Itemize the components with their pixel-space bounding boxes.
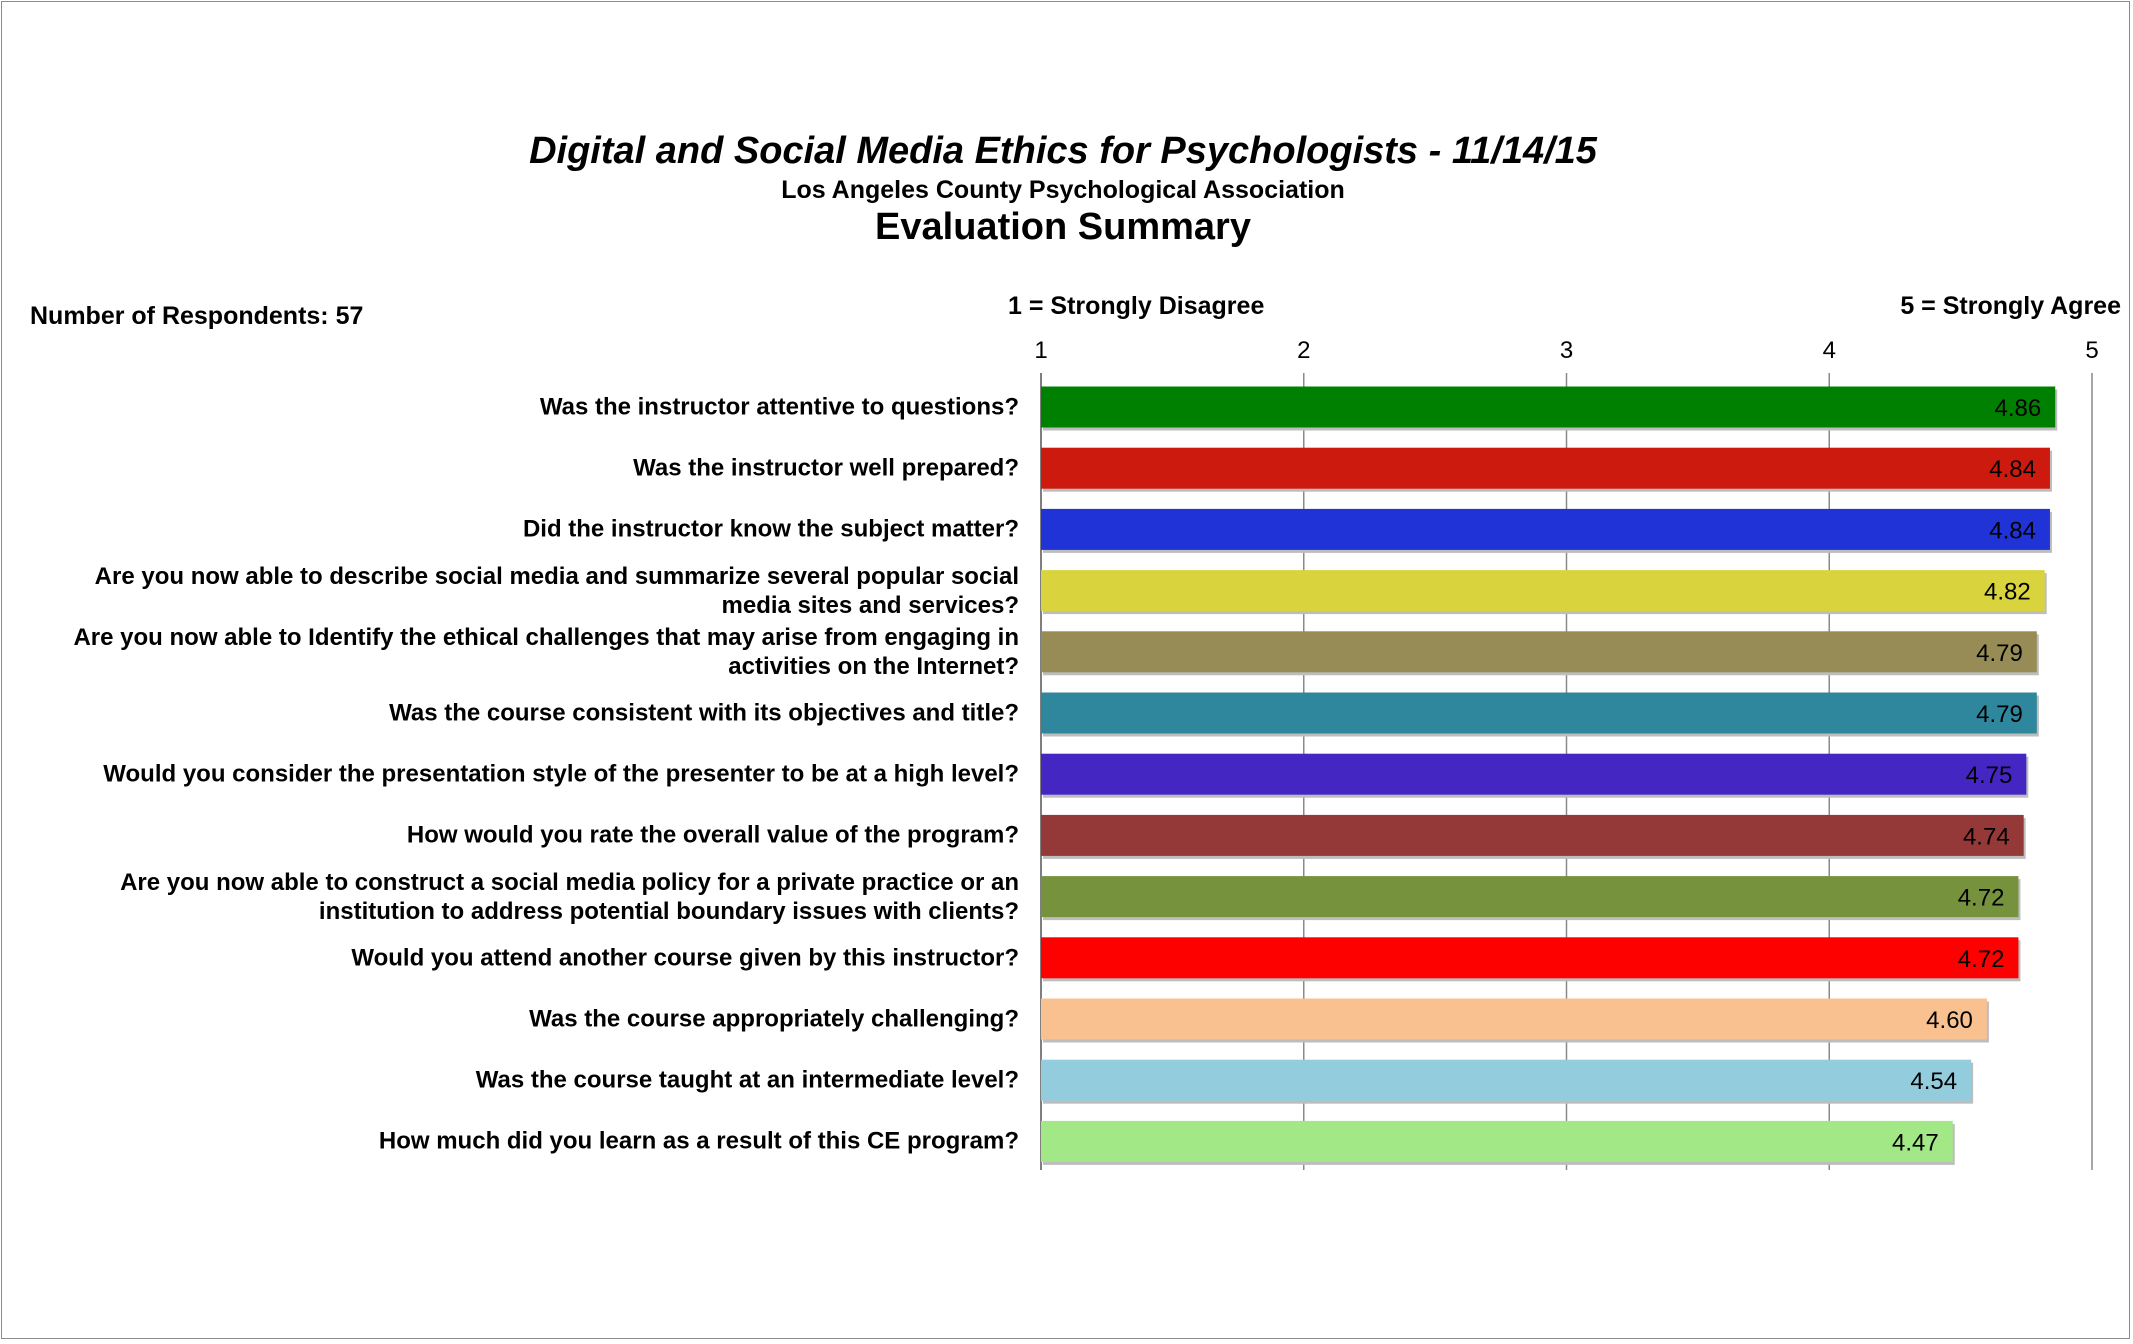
scale-low-label: 1 = Strongly Disagree bbox=[1008, 292, 1265, 320]
bar-chart-plot bbox=[2, 2, 2131, 1340]
x-tick-label: 4 bbox=[1822, 337, 1836, 364]
chart-heading: Evaluation Summary bbox=[875, 206, 1251, 248]
bar bbox=[1041, 1121, 1953, 1162]
x-tick-label: 5 bbox=[2085, 337, 2099, 364]
question-label: Was the course taught at an intermediate level? bbox=[475, 1066, 1019, 1094]
bar bbox=[1041, 754, 2026, 795]
bar bbox=[1041, 387, 2055, 428]
x-tick-label: 1 bbox=[1034, 337, 1048, 364]
bar-value-label: 4.79 bbox=[1976, 639, 2023, 667]
x-axis-ticks bbox=[1034, 337, 2098, 364]
question-label: Are you now able to construct a social media policy for a private practice or an institution to address potential boundary issues with clients? bbox=[120, 868, 1019, 925]
bar-value-label: 4.84 bbox=[1989, 456, 2036, 484]
bars bbox=[1041, 387, 2057, 1165]
question-label: Was the instructor attentive to questions? bbox=[539, 393, 1019, 421]
question-label: Would you attend another course given by this instructor? bbox=[351, 944, 1019, 972]
x-tick-label: 3 bbox=[1559, 337, 1574, 364]
question-label: Was the course appropriately challenging? bbox=[529, 1005, 1019, 1033]
scale-high-label: 5 = Strongly Agree bbox=[1900, 292, 2121, 320]
question-label: How much did you learn as a result of this CE program? bbox=[378, 1127, 1019, 1155]
bar-value-label: 4.47 bbox=[1892, 1129, 1939, 1157]
bar-value-label: 4.60 bbox=[1926, 1007, 1973, 1034]
bar-value-label: 4.79 bbox=[1976, 701, 2023, 728]
bar bbox=[1041, 509, 2050, 550]
bar bbox=[1041, 937, 2018, 978]
bar-value-label: 4.72 bbox=[1957, 884, 2005, 912]
question-label: Are you now able to Identify the ethical challenges that may arise from engaging in activities on the Internet? bbox=[73, 623, 1019, 680]
question-label: Would you consider the presentation style of the presenter to be at a high level? bbox=[103, 760, 1019, 788]
bar bbox=[1041, 693, 2037, 734]
bar bbox=[1041, 999, 1987, 1040]
bar-value-label: 4.74 bbox=[1962, 823, 2010, 851]
question-label: Was the course consistent with its objectives and title? bbox=[389, 699, 1019, 727]
bar-value-label: 4.54 bbox=[1910, 1068, 1958, 1096]
bar bbox=[1041, 876, 2018, 917]
respondents-count: Number of Respondents: 57 bbox=[30, 302, 364, 330]
bar bbox=[1041, 1060, 1971, 1101]
bar bbox=[1041, 570, 2045, 611]
bar-value-label: 4.86 bbox=[1994, 395, 2042, 422]
question-label: How would you rate the overall value of the program? bbox=[406, 821, 1019, 849]
question-label: Did the instructor know the subject matter? bbox=[522, 515, 1019, 543]
bar-value-label: 4.72 bbox=[1957, 945, 2005, 973]
bar-value-label: 4.75 bbox=[1965, 762, 2013, 790]
bar-value-label: 4.84 bbox=[1989, 517, 2036, 545]
chart-subtitle: Los Angeles County Psychological Association bbox=[781, 176, 1345, 204]
bar bbox=[1041, 631, 2037, 672]
chart-title: Digital and Social Media Ethics for Psychologists - 11/14/15 bbox=[529, 130, 1597, 172]
bar bbox=[1041, 448, 2050, 489]
question-label: Was the instructor well prepared? bbox=[633, 454, 1019, 482]
x-tick-label: 2 bbox=[1297, 337, 1311, 364]
question-label: Are you now able to describe social media and summarize several popular social media sites and services? bbox=[94, 562, 1019, 619]
chart-frame bbox=[1, 1, 2130, 1339]
bar-value-label: 4.82 bbox=[1983, 578, 2031, 606]
bar bbox=[1041, 815, 2024, 856]
